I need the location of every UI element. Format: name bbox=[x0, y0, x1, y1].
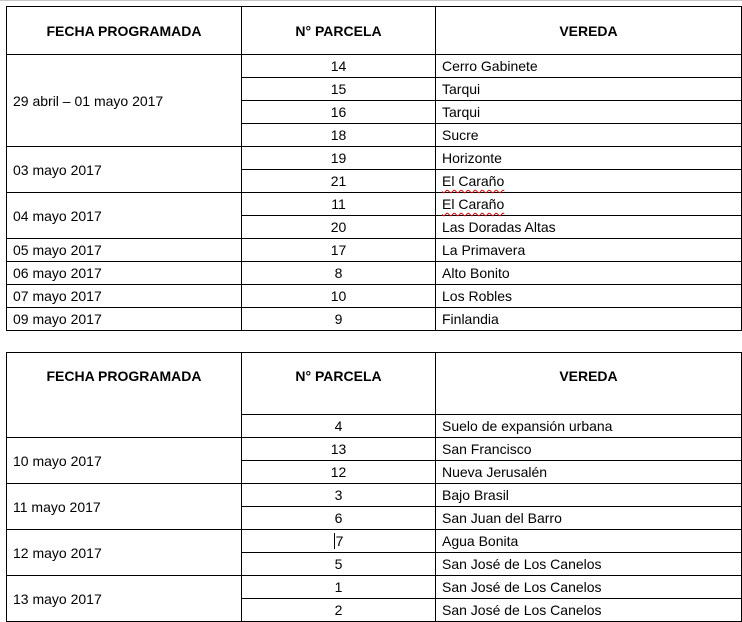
parcela-value: 7 bbox=[335, 533, 344, 549]
header-vereda: VEREDA bbox=[436, 353, 742, 415]
vereda-cell bbox=[436, 78, 742, 101]
parcela-cell bbox=[242, 461, 436, 484]
schedule-table-1 bbox=[6, 6, 742, 331]
vereda-cell bbox=[436, 216, 742, 239]
table-header-row bbox=[7, 7, 742, 55]
parcela-cell bbox=[242, 55, 436, 78]
parcela-value: 16 bbox=[330, 104, 347, 120]
parcela-value: 8 bbox=[334, 265, 343, 281]
vereda-cell bbox=[436, 461, 742, 484]
table-row bbox=[7, 193, 742, 216]
vereda-cell bbox=[436, 308, 742, 331]
header-fecha: FECHA PROGRAMADA bbox=[7, 7, 242, 55]
header-parcela: N° PARCELA bbox=[242, 353, 436, 415]
table-row bbox=[7, 438, 742, 461]
vereda-cell bbox=[436, 239, 742, 262]
table-row bbox=[7, 147, 742, 170]
vereda-cell bbox=[436, 553, 742, 576]
fecha-cell: 06 mayo 2017 bbox=[7, 262, 242, 285]
parcela-value: 11 bbox=[331, 196, 346, 212]
parcela-value: 21 bbox=[330, 173, 347, 189]
vereda-value: San José de Los Canelos bbox=[442, 579, 602, 595]
vereda-cell bbox=[436, 507, 742, 530]
parcela-cell bbox=[242, 507, 436, 530]
parcela-cell bbox=[242, 193, 436, 216]
parcela-value: 2 bbox=[334, 602, 343, 618]
header-fecha: FECHA PROGRAMADA bbox=[7, 353, 242, 415]
vereda-value: Las Doradas Altas bbox=[442, 219, 556, 235]
table-row bbox=[7, 262, 742, 285]
parcela-cell bbox=[242, 415, 436, 438]
vereda-value: Alto Bonito bbox=[442, 265, 510, 281]
parcela-cell bbox=[242, 78, 436, 101]
table-row bbox=[7, 576, 742, 599]
vereda-value: Sucre bbox=[442, 127, 479, 143]
table-row bbox=[7, 55, 742, 78]
header-vereda: VEREDA bbox=[436, 7, 742, 55]
vereda-cell bbox=[436, 285, 742, 308]
vereda-value: El Caraño bbox=[442, 196, 505, 212]
fecha-cell: 09 mayo 2017 bbox=[7, 308, 242, 331]
header-parcela: N° PARCELA bbox=[242, 7, 436, 55]
vereda-value: Agua Bonita bbox=[442, 533, 519, 549]
vereda-cell bbox=[436, 599, 742, 622]
parcela-value: 1 bbox=[334, 579, 343, 595]
parcela-cell bbox=[242, 170, 436, 193]
vereda-value: Suelo de expansión urbana bbox=[442, 418, 613, 434]
vereda-value: San José de Los Canelos bbox=[442, 602, 602, 618]
fecha-cell bbox=[7, 415, 242, 438]
fecha-cell: 12 mayo 2017 bbox=[7, 530, 242, 576]
parcela-cell bbox=[242, 101, 436, 124]
parcela-value: 5 bbox=[334, 556, 343, 572]
vereda-value: Finlandia bbox=[442, 311, 499, 327]
parcela-value: 6 bbox=[334, 510, 343, 526]
fecha-cell: 07 mayo 2017 bbox=[7, 285, 242, 308]
table-row bbox=[7, 415, 742, 438]
vereda-value: Los Robles bbox=[442, 288, 513, 304]
parcela-cell bbox=[242, 484, 436, 507]
vereda-cell bbox=[436, 415, 742, 438]
vereda-value: Cerro Gabinete bbox=[442, 58, 538, 74]
vereda-value: Tarqui bbox=[442, 81, 481, 97]
vereda-value: Horizonte bbox=[442, 150, 502, 166]
parcela-cell bbox=[242, 216, 436, 239]
vereda-cell bbox=[436, 147, 742, 170]
vereda-value: Nueva Jerusalén bbox=[442, 464, 548, 480]
table-row bbox=[7, 239, 742, 262]
parcela-cell bbox=[242, 553, 436, 576]
table-row bbox=[7, 484, 742, 507]
parcela-cell bbox=[242, 576, 436, 599]
parcela-value: 13 bbox=[330, 441, 347, 457]
vereda-value: San José de Los Canelos bbox=[442, 556, 602, 572]
vereda-value: San Juan del Barro bbox=[442, 510, 562, 526]
parcela-value: 17 bbox=[330, 242, 347, 258]
table-header-row bbox=[7, 353, 742, 415]
vereda-value: El Caraño bbox=[442, 173, 505, 189]
vereda-cell bbox=[436, 484, 742, 507]
parcela-value: 4 bbox=[334, 418, 343, 434]
fecha-cell: 10 mayo 2017 bbox=[7, 438, 242, 484]
schedule-table-2 bbox=[6, 352, 742, 622]
table-row bbox=[7, 308, 742, 331]
parcela-value: 19 bbox=[330, 150, 347, 166]
parcela-value: 3 bbox=[334, 487, 343, 503]
page-top-border bbox=[0, 0, 742, 1]
vereda-value: La Primavera bbox=[442, 242, 526, 258]
vereda-cell bbox=[436, 170, 742, 193]
vereda-cell bbox=[436, 530, 742, 553]
vereda-value: San Francisco bbox=[442, 441, 532, 457]
table-row bbox=[7, 530, 742, 553]
vereda-cell bbox=[436, 101, 742, 124]
parcela-value: 20 bbox=[330, 219, 347, 235]
parcela-value: 15 bbox=[330, 81, 347, 97]
parcela-value: 10 bbox=[330, 288, 347, 304]
parcela-value: 9 bbox=[334, 311, 343, 327]
vereda-cell bbox=[436, 193, 742, 216]
parcela-value: 18 bbox=[330, 127, 347, 143]
vereda-cell bbox=[436, 576, 742, 599]
fecha-cell: 11 mayo 2017 bbox=[7, 484, 242, 530]
parcela-cell bbox=[242, 285, 436, 308]
fecha-cell: 05 mayo 2017 bbox=[7, 239, 242, 262]
parcela-cell bbox=[242, 308, 436, 331]
parcela-cell bbox=[242, 530, 436, 553]
vereda-value: Tarqui bbox=[442, 104, 481, 120]
table-row bbox=[7, 285, 742, 308]
vereda-cell bbox=[436, 438, 742, 461]
fecha-cell: 29 abril – 01 mayo 2017 bbox=[7, 55, 242, 147]
vereda-cell bbox=[436, 124, 742, 147]
parcela-value: 14 bbox=[330, 58, 347, 74]
parcela-value: 12 bbox=[330, 464, 347, 480]
parcela-cell bbox=[242, 599, 436, 622]
fecha-cell: 03 mayo 2017 bbox=[7, 147, 242, 193]
parcela-cell bbox=[242, 438, 436, 461]
parcela-cell bbox=[242, 262, 436, 285]
fecha-cell: 04 mayo 2017 bbox=[7, 193, 242, 239]
parcela-cell bbox=[242, 124, 436, 147]
fecha-cell: 13 mayo 2017 bbox=[7, 576, 242, 622]
vereda-cell bbox=[436, 55, 742, 78]
parcela-cell bbox=[242, 239, 436, 262]
parcela-cell bbox=[242, 147, 436, 170]
vereda-cell bbox=[436, 262, 742, 285]
vereda-value: Bajo Brasil bbox=[442, 487, 509, 503]
